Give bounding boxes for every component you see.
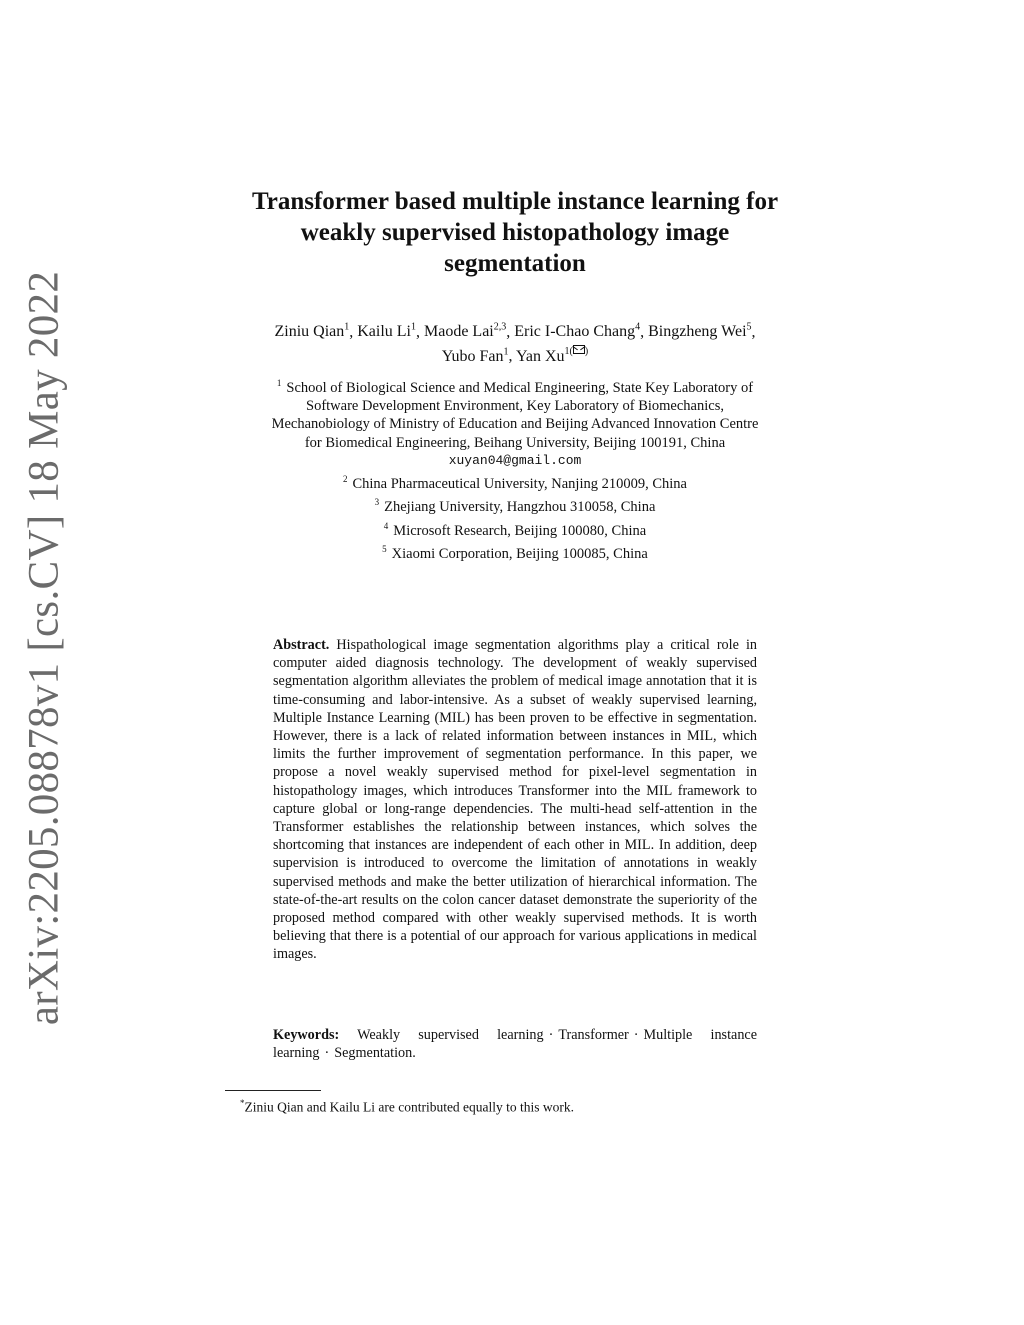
corresponding-author: Yan $Xu^{1( )}$ xyxy=(515,346,589,365)
abstract xyxy=(273,636,757,964)
paper-title xyxy=(180,186,850,279)
keyword: Multiple instance learning xyxy=(273,1027,758,1062)
keywords-label: Keywords: xyxy=(273,1027,340,1043)
author: Ziniu Qian$^1$ xyxy=(274,322,350,341)
footnote xyxy=(240,1095,574,1116)
keyword-separator: · xyxy=(548,1027,554,1043)
keyword-separator: · xyxy=(633,1027,639,1043)
affiliations xyxy=(200,374,830,563)
footnote-text: Ziniu Qian and Kailu Li are contributed equally to this work. xyxy=(244,1099,575,1115)
affiliation-line: $^5$ Xiaomi Corporation, Beijing 100085, China xyxy=(382,543,648,562)
affiliation-line: for Biomedical Engineering, Beihang University, Beijing 100191, China xyxy=(304,434,726,451)
keywords xyxy=(273,1026,757,1062)
contact-email[interactable]: xuyan04@gmail.com xyxy=(448,453,582,469)
keyword: Weakly supervised learning xyxy=(357,1027,544,1043)
keyword-separator: · xyxy=(324,1045,330,1062)
abstract-label: Abstract. xyxy=(273,637,330,653)
affiliation-line: $^1$ School of Biological Science and Medical Engineering, State Key Laboratory of xyxy=(276,378,754,396)
envelope-icon xyxy=(573,345,585,354)
author: Kailu Li$^1$ xyxy=(357,322,416,341)
affiliation-line: $^2$ China Pharmaceutical University, Nanjing 210009, China xyxy=(342,474,687,493)
author: Maode Lai$^{2,3}$ xyxy=(424,322,507,341)
affiliation-line: $^3$ Zhejiang University, Hangzhou 310058, China xyxy=(374,497,656,516)
affiliation-line: $^4$ Microsoft Research, Beijing 100080, China xyxy=(383,520,647,539)
title-line: weakly supervised histopathology image xyxy=(300,219,730,246)
abstract-text: Hispathological image segmentation algorithms play a critical role in computer aided diagnosis technology. The development of weakly supervised segmentation algorithm alleviates the problem of medical image annotation that it is time-consuming and labor-intensive. As a subset of weakly supervised learning, Multiple Instance Learning (MIL) has been proven to be effective in segmentation. However, there is a lack of related information between instances in MIL, which limits the further improvement of segmentation performance. In this paper, we propose a novel weakly supervised method for pixel-level segmentation in histopathology images, which introduces Transformer into the MIL framework to capture global or long-range dependencies. The multi-head self-attention in the Transformer establishes the relationship between instances, which solves the shortcoming that instances are independent of each other in MIL. In addition, deep supervision is introduced to overcome the limitation of annotations in weakly supervised methods and make the better utilization of hierarchical information. The state-of-the-art results on the colon cancer dataset demonstrate the superiority of the proposed method compared with other weakly supervised methods. It is worth believing that there is a potential of our approach for various applications in medical images. xyxy=(273,637,757,963)
footnote-rule xyxy=(225,1090,321,1091)
author: Yubo Fan$^1$ xyxy=(441,346,509,365)
author-list: Ziniu Qian$^1$, Kailu Li$^1$, Maode Lai$^{2,3}$, Eric I-Chao Chang$^4$, Bingzheng Wei$^5$, Yubo Fan$^1$, Yan $Xu^{1( )}$ xyxy=(274,322,756,365)
author: Eric I-Chao Chang$^4$ xyxy=(514,322,641,341)
affiliation-line: Mechanobiology of Ministry of Education and Beijing Advanced Innovation Centre xyxy=(271,416,759,433)
title-line: Transformer based multiple instance learning for xyxy=(251,188,779,215)
keyword: Segmentation. xyxy=(334,1045,416,1062)
arxiv-identifier: arXiv:2205.08878v1 [cs.CV] 18 May 2022 xyxy=(20,270,68,1026)
author: Bingzheng Wei$^5$ xyxy=(648,322,752,341)
title-line: segmentation xyxy=(444,250,586,277)
keyword: Transformer xyxy=(558,1027,629,1043)
affiliation-line: Software Development Environment, Key Laboratory of Biomechanics, xyxy=(306,398,724,415)
footnote-mark: * xyxy=(240,1098,245,1108)
